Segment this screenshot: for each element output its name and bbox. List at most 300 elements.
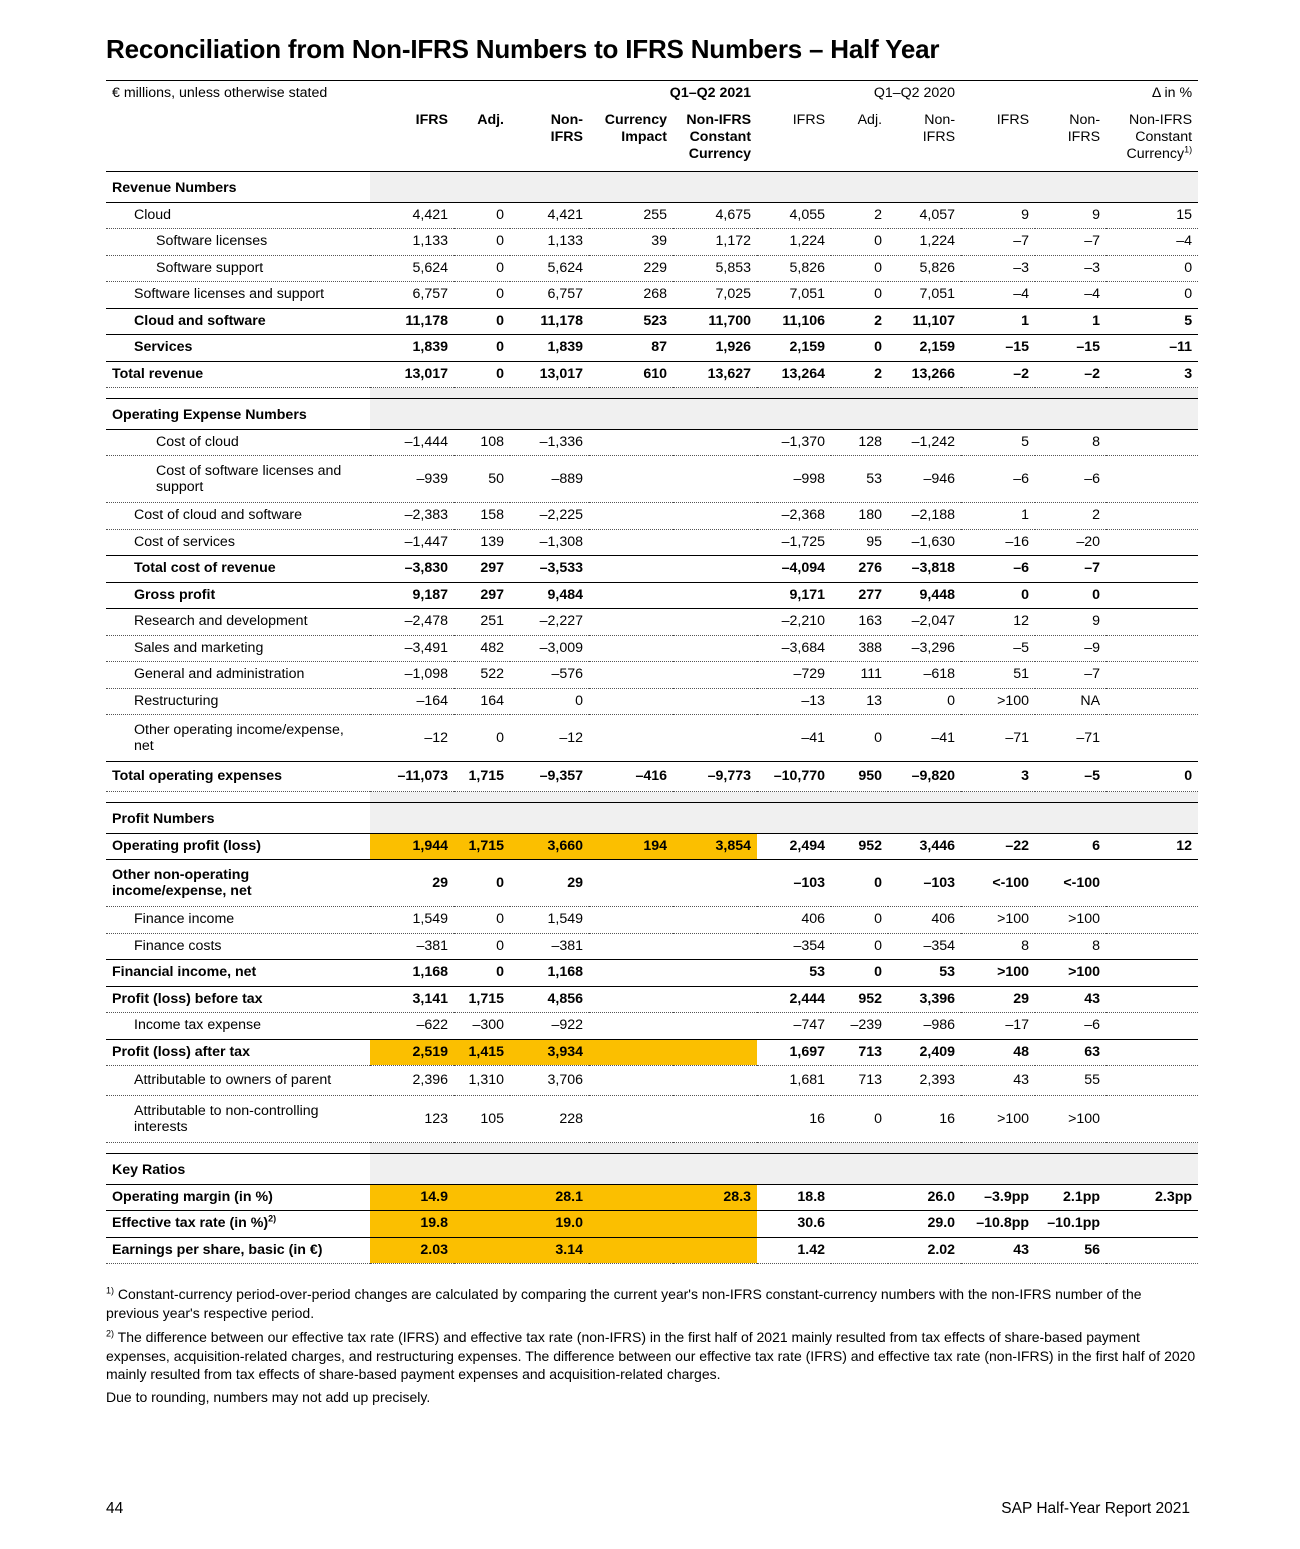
cell-value: 297	[454, 556, 510, 583]
table-row	[106, 308, 1198, 335]
table-row	[106, 933, 1198, 960]
cell-value: 164	[454, 688, 510, 715]
header-row-columns	[106, 108, 1198, 172]
cell-value: 128	[831, 429, 888, 456]
cell-value: 2	[831, 308, 888, 335]
cell-value: >100	[1035, 1096, 1106, 1143]
cell-value: 87	[589, 335, 673, 362]
cell-value	[1106, 662, 1198, 689]
cell-value: 1,224	[888, 229, 961, 256]
cell-value: 9,171	[757, 582, 831, 609]
table-row	[106, 960, 1198, 987]
cell-value	[831, 1237, 888, 1264]
cell-value: –2,227	[510, 609, 589, 636]
table-row	[106, 1184, 1198, 1211]
cell-value: 9	[1035, 202, 1106, 229]
cell-value: –986	[888, 1013, 961, 1040]
footnote-ref: 2)	[268, 1213, 277, 1224]
column-header: Adj.	[454, 108, 510, 172]
row-label: Software licenses and support	[106, 282, 370, 309]
cell-value	[1106, 1039, 1198, 1066]
cell-value: 3,446	[888, 833, 961, 860]
table-row	[106, 335, 1198, 362]
cell-value	[673, 556, 757, 583]
cell-value: 9,448	[888, 582, 961, 609]
cell-value: 0	[1106, 255, 1198, 282]
cell-value: 53	[831, 456, 888, 503]
cell-value: 11,106	[757, 308, 831, 335]
row-label: Total cost of revenue	[106, 556, 370, 583]
table-row	[106, 833, 1198, 860]
cell-value: –10,770	[757, 762, 831, 792]
cell-value: 0	[831, 960, 888, 987]
cell-value: –4	[1035, 282, 1106, 309]
row-label: Cost of cloud	[106, 429, 370, 456]
cell-value	[673, 456, 757, 503]
cell-value: 4,421	[510, 202, 589, 229]
cell-value: –9,357	[510, 762, 589, 792]
cell-value: –6	[1035, 456, 1106, 503]
cell-value	[673, 1237, 757, 1264]
cell-value	[589, 556, 673, 583]
cell-value	[673, 688, 757, 715]
table-row	[106, 229, 1198, 256]
footnote-ref: 1)	[1184, 144, 1193, 155]
row-label: Financial income, net	[106, 960, 370, 987]
cell-value: 16	[757, 1096, 831, 1143]
cell-value	[589, 429, 673, 456]
cell-value	[673, 1013, 757, 1040]
cell-value: –6	[961, 556, 1035, 583]
section-heading-row	[106, 1154, 1198, 1185]
cell-value: 8	[1035, 933, 1106, 960]
cell-value: 3,706	[510, 1066, 589, 1096]
cell-value: 29	[370, 860, 454, 907]
cell-value: 26.0	[888, 1184, 961, 1211]
cell-value	[1106, 456, 1198, 503]
cell-value: –7	[961, 229, 1035, 256]
row-label: Cloud and software	[106, 308, 370, 335]
table-row	[106, 762, 1198, 792]
period-2020-label: Q1–Q2 2020	[757, 81, 961, 109]
cell-value: 1,310	[454, 1066, 510, 1096]
row-label: Operating margin (in %)	[106, 1184, 370, 1211]
cell-value: –381	[370, 933, 454, 960]
row-label: Cost of cloud and software	[106, 503, 370, 530]
cell-value	[673, 1039, 757, 1066]
table-row	[106, 907, 1198, 934]
cell-value: –3,818	[888, 556, 961, 583]
cell-value: 1	[1035, 308, 1106, 335]
cell-value: 2,393	[888, 1066, 961, 1096]
cell-value	[673, 986, 757, 1013]
cell-value: 2,519	[370, 1039, 454, 1066]
cell-value: –1,444	[370, 429, 454, 456]
cell-value: 53	[757, 960, 831, 987]
cell-value	[831, 1211, 888, 1238]
cell-value: 53	[888, 960, 961, 987]
cell-value: 0	[831, 255, 888, 282]
cell-value	[1106, 1096, 1198, 1143]
cell-value: 7,051	[757, 282, 831, 309]
row-label: Profit (loss) after tax	[106, 1039, 370, 1066]
cell-value: >100	[1035, 960, 1106, 987]
cell-value: >100	[961, 1096, 1035, 1143]
row-label: Finance costs	[106, 933, 370, 960]
cell-value	[589, 1096, 673, 1143]
cell-value	[673, 960, 757, 987]
cell-value: 4,055	[757, 202, 831, 229]
cell-value: –1,098	[370, 662, 454, 689]
cell-value	[673, 1096, 757, 1143]
column-header: IFRS	[961, 108, 1035, 172]
cell-value: 43	[961, 1066, 1035, 1096]
cell-value	[589, 715, 673, 762]
cell-value: 43	[1035, 986, 1106, 1013]
cell-value: –3.9pp	[961, 1184, 1035, 1211]
cell-value	[589, 609, 673, 636]
cell-value: –15	[961, 335, 1035, 362]
cell-value: 9,187	[370, 582, 454, 609]
cell-value	[1106, 907, 1198, 934]
cell-value: –1,725	[757, 529, 831, 556]
footnote-mark: 1)	[106, 1285, 115, 1296]
cell-value: –998	[757, 456, 831, 503]
cell-value	[589, 529, 673, 556]
row-label: Sales and marketing	[106, 635, 370, 662]
cell-value: –17	[961, 1013, 1035, 1040]
cell-value: –10.1pp	[1035, 1211, 1106, 1238]
table-row	[106, 1066, 1198, 1096]
cell-value	[1106, 582, 1198, 609]
section-heading: Operating Expense Numbers	[106, 399, 370, 430]
cell-value: 163	[831, 609, 888, 636]
table-row	[106, 986, 1198, 1013]
cell-value: 30.6	[757, 1211, 831, 1238]
table-row	[106, 456, 1198, 503]
section-heading: Revenue Numbers	[106, 172, 370, 203]
footnote-mark: 2)	[106, 1328, 115, 1339]
cell-value: 13,017	[510, 361, 589, 388]
cell-value: 5,826	[757, 255, 831, 282]
cell-value: –381	[510, 933, 589, 960]
cell-value: –1,336	[510, 429, 589, 456]
cell-value	[589, 860, 673, 907]
cell-value: 276	[831, 556, 888, 583]
cell-value: 277	[831, 582, 888, 609]
cell-value: 5,624	[370, 255, 454, 282]
cell-value: –300	[454, 1013, 510, 1040]
cell-value: 1.42	[757, 1237, 831, 1264]
cell-value: 28.3	[673, 1184, 757, 1211]
cell-value	[673, 609, 757, 636]
unit-label: € millions, unless otherwise stated	[106, 81, 370, 109]
row-label: Restructuring	[106, 688, 370, 715]
cell-value: 9	[961, 202, 1035, 229]
cell-value: 0	[1106, 762, 1198, 792]
cell-value: 2,159	[888, 335, 961, 362]
cell-value: 9	[1035, 609, 1106, 636]
cell-value: 7,025	[673, 282, 757, 309]
row-label: Income tax expense	[106, 1013, 370, 1040]
cell-value: –103	[888, 860, 961, 907]
cell-value: 139	[454, 529, 510, 556]
cell-value: 952	[831, 833, 888, 860]
cell-value	[589, 1066, 673, 1096]
cell-value: 0	[1106, 282, 1198, 309]
footnote-text: Constant-currency period-over-period changes are calculated by comparing the current year's non-IFRS constant-currency numbers with the non-IFRS number of the previous year's respective period.	[106, 1286, 1142, 1321]
table-row	[106, 688, 1198, 715]
cell-value	[1106, 1066, 1198, 1096]
cell-value: –3,491	[370, 635, 454, 662]
cell-value: 13	[831, 688, 888, 715]
cell-value: –41	[888, 715, 961, 762]
header-row-periods	[106, 81, 1198, 109]
cell-value: 6,757	[510, 282, 589, 309]
cell-value: <-100	[1035, 860, 1106, 907]
table-row	[106, 429, 1198, 456]
cell-value	[1106, 556, 1198, 583]
cell-value: –2,047	[888, 609, 961, 636]
cell-value: 18.8	[757, 1184, 831, 1211]
table-row	[106, 202, 1198, 229]
cell-value	[589, 503, 673, 530]
cell-value: –239	[831, 1013, 888, 1040]
cell-value: 12	[961, 609, 1035, 636]
cell-value	[673, 1211, 757, 1238]
cell-value: 5,624	[510, 255, 589, 282]
cell-value: 194	[589, 833, 673, 860]
cell-value: –13	[757, 688, 831, 715]
cell-value: 108	[454, 429, 510, 456]
cell-value: –103	[757, 860, 831, 907]
cell-value: 0	[961, 582, 1035, 609]
cell-value	[1106, 688, 1198, 715]
cell-value: 3,934	[510, 1039, 589, 1066]
cell-value: –15	[1035, 335, 1106, 362]
cell-value: 0	[831, 907, 888, 934]
cell-value: 19.0	[510, 1211, 589, 1238]
cell-value: 713	[831, 1066, 888, 1096]
cell-value	[673, 933, 757, 960]
cell-value: 3.14	[510, 1237, 589, 1264]
cell-value	[454, 1237, 510, 1264]
cell-value: 1,168	[510, 960, 589, 987]
column-header: Non-IFRS Constant Currency	[673, 108, 757, 172]
row-label: Effective tax rate (in %)$^{2)}$	[106, 1211, 370, 1238]
cell-value: 13,264	[757, 361, 831, 388]
cell-value: –10.8pp	[961, 1211, 1035, 1238]
cell-value: –5	[1035, 762, 1106, 792]
row-label: Other operating income/expense, net	[106, 715, 370, 762]
cell-value	[589, 907, 673, 934]
cell-value: –946	[888, 456, 961, 503]
cell-value: –2,210	[757, 609, 831, 636]
cell-value: 1,133	[370, 229, 454, 256]
cell-value: 1,839	[510, 335, 589, 362]
cell-value: 482	[454, 635, 510, 662]
cell-value: 56	[1035, 1237, 1106, 1264]
footnote-text: The difference between our effective tax rate (IFRS) and effective tax rate (non-IFRS) in the first half of 2021 mainly resulted from tax effects of share-based payment expenses, acquisition-related charges, and restructuring expenses. The difference between our effective tax rate (IFRS) and effective tax rate (non-IFRS) in the first half of 2020 mainly resulted from tax effects of share-based payment expenses and acquisition-related charges.	[106, 1329, 1196, 1382]
footnote-text: Due to rounding, numbers may not add up precisely.	[106, 1389, 431, 1405]
table-row	[106, 1039, 1198, 1066]
cell-value: 0	[454, 202, 510, 229]
delta-label: Δ in %	[961, 81, 1198, 109]
cell-value	[673, 662, 757, 689]
cell-value	[673, 529, 757, 556]
cell-value: 14.9	[370, 1184, 454, 1211]
cell-value: 5,853	[673, 255, 757, 282]
cell-value: 28.1	[510, 1184, 589, 1211]
cell-value: 4,057	[888, 202, 961, 229]
cell-value: 1,839	[370, 335, 454, 362]
cell-value	[589, 1039, 673, 1066]
cell-value: 48	[961, 1039, 1035, 1066]
cell-value: 2.3pp	[1106, 1184, 1198, 1211]
column-header: Adj.	[831, 108, 888, 172]
cell-value: –9,820	[888, 762, 961, 792]
cell-value: >100	[961, 907, 1035, 934]
cell-value: 2.02	[888, 1237, 961, 1264]
cell-value: –164	[370, 688, 454, 715]
page-number: 44	[106, 1500, 124, 1517]
cell-value: 1,168	[370, 960, 454, 987]
cell-value: 13,017	[370, 361, 454, 388]
cell-value	[673, 635, 757, 662]
cell-value: >100	[961, 960, 1035, 987]
cell-value: 13,627	[673, 361, 757, 388]
table-row	[106, 635, 1198, 662]
cell-value: –2,368	[757, 503, 831, 530]
cell-value	[1106, 986, 1198, 1013]
reconciliation-table	[106, 80, 1198, 1264]
cell-value: 1,549	[370, 907, 454, 934]
cell-value: 0	[831, 933, 888, 960]
section-gap	[106, 792, 1198, 803]
cell-value: –6	[961, 456, 1035, 503]
cell-value: –71	[1035, 715, 1106, 762]
cell-value: 0	[454, 282, 510, 309]
cell-value	[1106, 860, 1198, 907]
cell-value	[589, 1211, 673, 1238]
column-header: IFRS	[370, 108, 454, 172]
cell-value: 4,421	[370, 202, 454, 229]
cell-value: –41	[757, 715, 831, 762]
column-header: Non- IFRS	[510, 108, 589, 172]
cell-value	[589, 933, 673, 960]
cell-value: –16	[961, 529, 1035, 556]
cell-value: –1,370	[757, 429, 831, 456]
cell-value	[589, 635, 673, 662]
cell-value: 11,178	[510, 308, 589, 335]
cell-value: –618	[888, 662, 961, 689]
cell-value: 29.0	[888, 1211, 961, 1238]
section-heading: Profit Numbers	[106, 803, 370, 834]
cell-value: –3,009	[510, 635, 589, 662]
cell-value: 39	[589, 229, 673, 256]
section-heading-row	[106, 399, 1198, 430]
cell-value: 105	[454, 1096, 510, 1143]
cell-value: 0	[454, 933, 510, 960]
cell-value: –3,296	[888, 635, 961, 662]
cell-value: 11,700	[673, 308, 757, 335]
cell-value: –5	[961, 635, 1035, 662]
column-header: Non- IFRS	[1035, 108, 1106, 172]
table-row	[106, 609, 1198, 636]
cell-value: 15	[1106, 202, 1198, 229]
table-row	[106, 255, 1198, 282]
cell-value: –1,630	[888, 529, 961, 556]
cell-value: 8	[961, 933, 1035, 960]
cell-value: –11	[1106, 335, 1198, 362]
cell-value: –354	[757, 933, 831, 960]
table-row	[106, 556, 1198, 583]
cell-value: 522	[454, 662, 510, 689]
period-2021-label: Q1–Q2 2021	[370, 81, 757, 109]
cell-value: 952	[831, 986, 888, 1013]
table-row	[106, 1237, 1198, 1264]
table-row	[106, 860, 1198, 907]
cell-value: 0	[888, 688, 961, 715]
cell-value: –3,684	[757, 635, 831, 662]
cell-value: –729	[757, 662, 831, 689]
cell-value: 1,681	[757, 1066, 831, 1096]
cell-value: 6,757	[370, 282, 454, 309]
table-row	[106, 282, 1198, 309]
cell-value: 388	[831, 635, 888, 662]
cell-value: 16	[888, 1096, 961, 1143]
cell-value: 51	[961, 662, 1035, 689]
cell-value: –12	[370, 715, 454, 762]
cell-value: 2	[1035, 503, 1106, 530]
table-row	[106, 715, 1198, 762]
cell-value: 9,484	[510, 582, 589, 609]
cell-value: 5	[1106, 308, 1198, 335]
row-label: Research and development	[106, 609, 370, 636]
cell-value: 50	[454, 456, 510, 503]
cell-value: 1,697	[757, 1039, 831, 1066]
cell-value: 0	[454, 715, 510, 762]
cell-value: –6	[1035, 1013, 1106, 1040]
cell-value: 0	[831, 335, 888, 362]
cell-value	[673, 907, 757, 934]
cell-value: 2.03	[370, 1237, 454, 1264]
cell-value: 406	[888, 907, 961, 934]
row-label: Gross profit	[106, 582, 370, 609]
cell-value: –2	[961, 361, 1035, 388]
cell-value: 0	[454, 361, 510, 388]
cell-value: 3,396	[888, 986, 961, 1013]
cell-value: 1,944	[370, 833, 454, 860]
cell-value	[673, 860, 757, 907]
cell-value: 0	[1035, 582, 1106, 609]
cell-value: 19.8	[370, 1211, 454, 1238]
cell-value	[673, 715, 757, 762]
cell-value: 0	[454, 960, 510, 987]
cell-value: –9,773	[673, 762, 757, 792]
cell-value: 1,224	[757, 229, 831, 256]
row-label: Cost of services	[106, 529, 370, 556]
page-title: Reconciliation from Non-IFRS Numbers to IFRS Numbers – Half Year	[106, 34, 940, 64]
cell-value: 2	[831, 202, 888, 229]
cell-value: 3,854	[673, 833, 757, 860]
cell-value	[589, 1184, 673, 1211]
row-label: Operating profit (loss)	[106, 833, 370, 860]
cell-value	[673, 582, 757, 609]
cell-value	[1106, 960, 1198, 987]
cell-value: –2,225	[510, 503, 589, 530]
table-row	[106, 529, 1198, 556]
